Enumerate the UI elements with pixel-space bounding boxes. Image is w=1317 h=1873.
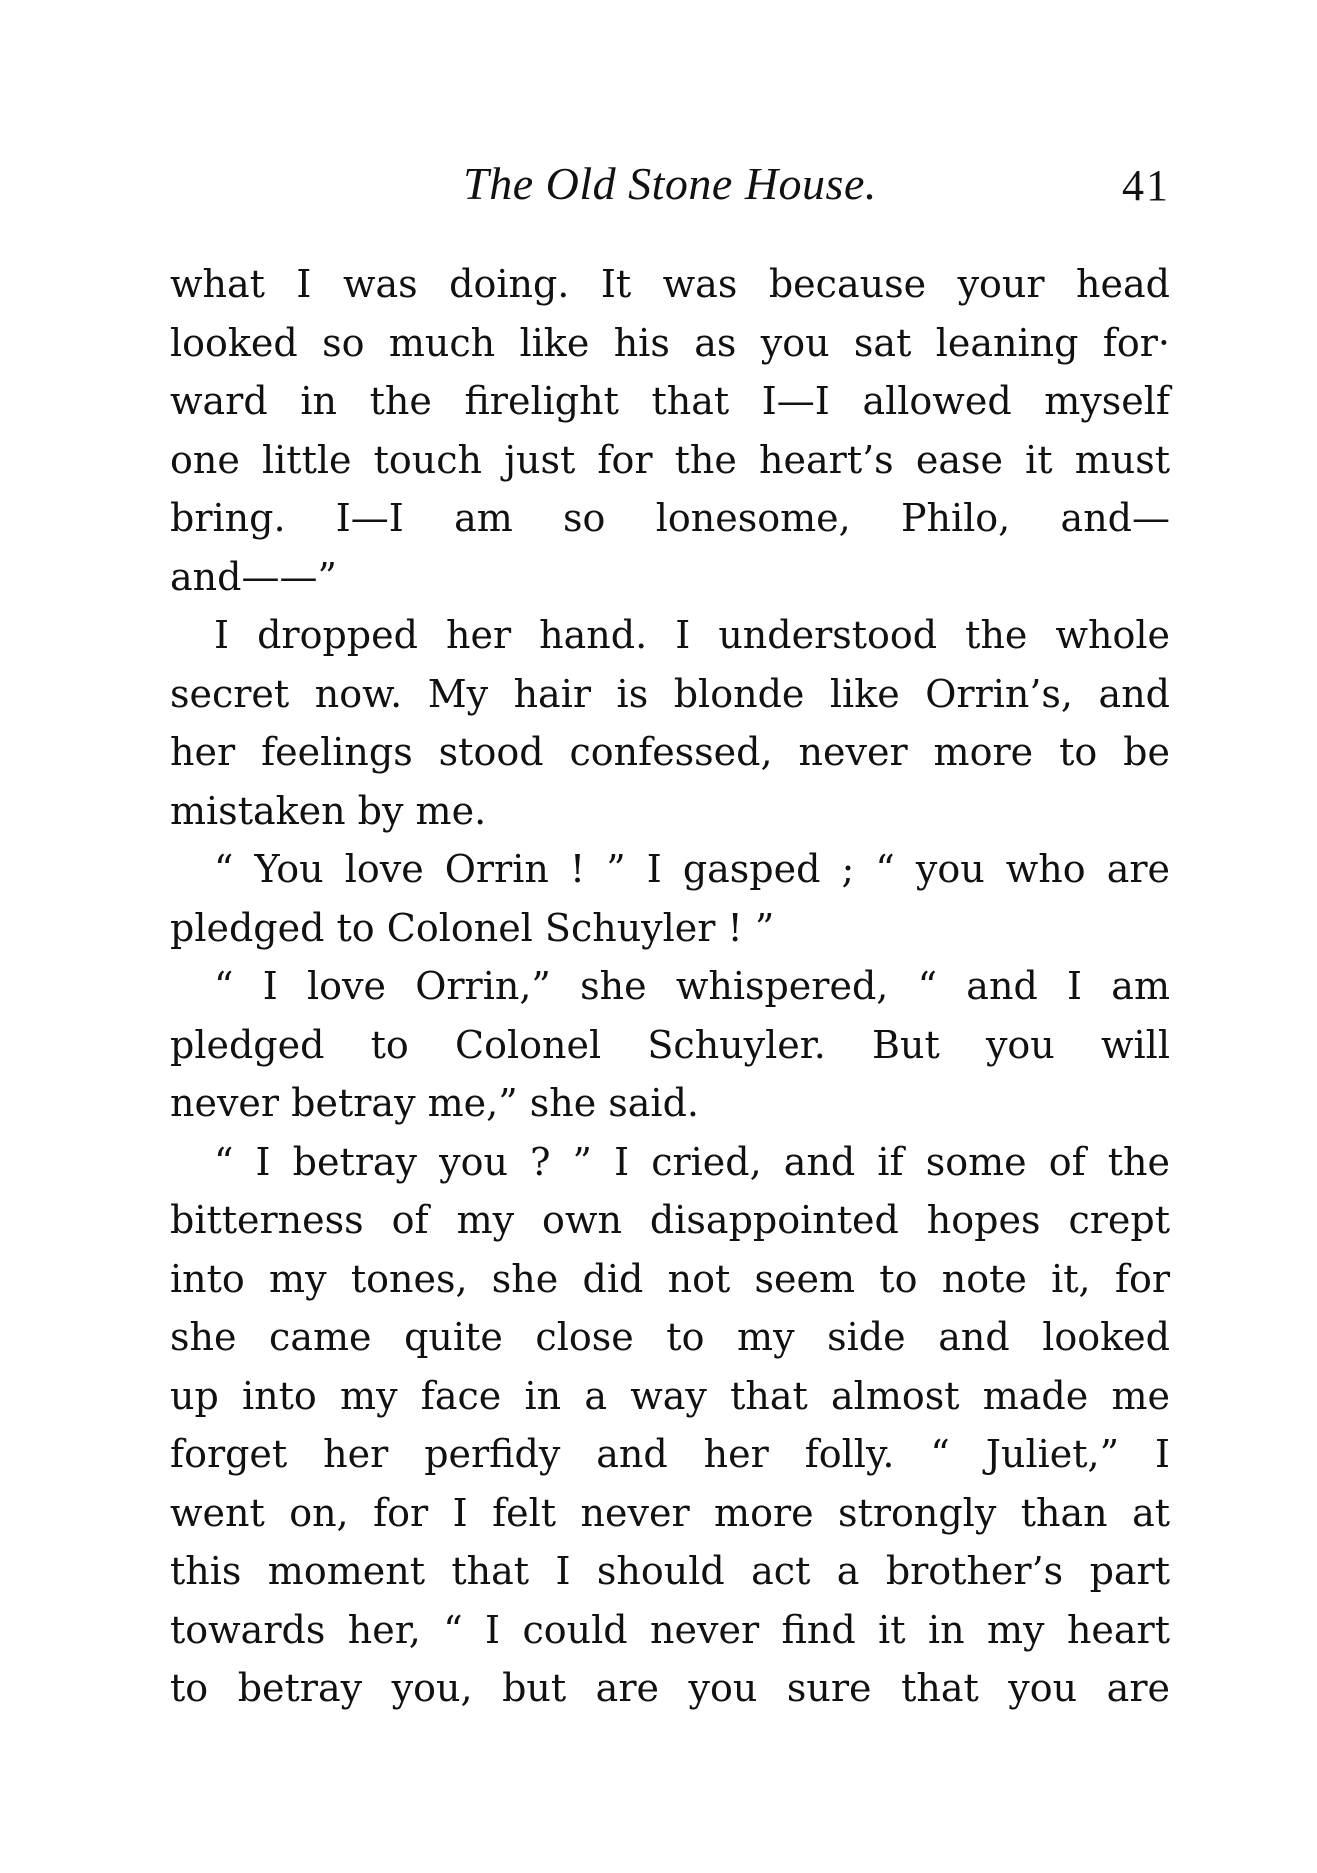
text-line: never betray me,” she said. [170,1081,699,1125]
text-line: bring. I—I am so lonesome, Philo, and— [170,496,1170,540]
text-line: pledged to Colonel Schuyler ! ” [170,905,775,950]
text-line: mistaken by me. [170,788,487,833]
text-line: forget her perfidy and her folly. “ Juliet,” I [170,1432,1170,1476]
running-title: The Old Stone House. [463,158,877,209]
text-line: she came quite close to my side and looked [170,1315,1170,1359]
text-line: “ I love Orrin,” she whispered, “ and I am [214,964,1170,1008]
text-line: I dropped her hand. I understood the whole [214,613,1170,657]
text-line: “ I betray you ? ” I cried, and if some of the [214,1139,1170,1184]
text-line: towards her, “ I could never find it in my heart [170,1607,1170,1652]
text-line: “ You love Orrin ! ” I gasped ; “ you who are [214,847,1170,891]
text-line: what I was doing. It was because your head [170,262,1170,306]
page-number: 41 [1122,161,1170,210]
text-line: into my tones, she did not seem to note it, for [170,1256,1170,1301]
text-line: looked so much like his as you sat leaning for· [170,320,1170,365]
text-line: ward in the firelight that I—I allowed myself [170,379,1170,423]
text-line: her feelings stood confessed, never more to be [170,730,1170,774]
text-line: bitterness of my own disappointed hopes crept [170,1198,1170,1242]
text-line: went on, for I felt never more strongly than at [170,1490,1170,1535]
body-text [170,255,1170,1718]
text-line: to betray you, but are you sure that you are [170,1666,1170,1710]
text-line: and——” [170,554,337,599]
running-head [170,156,1170,216]
text-line: this moment that I should act a brother’s part [170,1549,1170,1593]
text-line: secret now. My hair is blonde like Orrin’s, and [170,671,1170,716]
text-line: one little touch just for the heart’s ease it must [170,437,1170,482]
text-line: up into my face in a way that almost made me [170,1373,1170,1418]
text-line: pledged to Colonel Schuyler. But you will [170,1022,1170,1067]
